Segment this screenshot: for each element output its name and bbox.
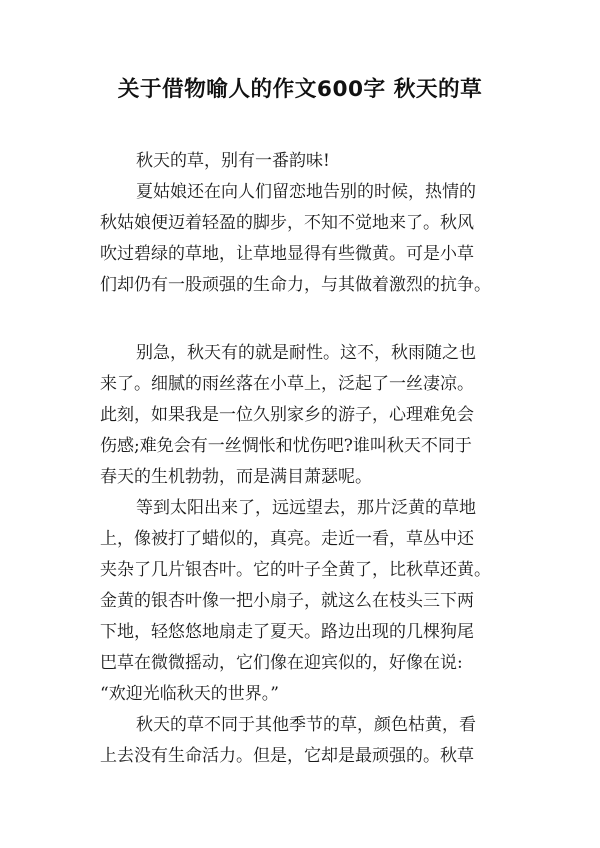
paragraph-line: “欢迎光临秋天的世界。”	[100, 684, 279, 704]
paragraph-line: 秋姑娘便迈着轻盈的脚步，不知不觉地来了。秋风	[100, 213, 474, 233]
paragraph-line: 夏姑娘还在向人们留恋地告别的时候，热情的	[136, 182, 476, 202]
paragraph-line: 来了。细腻的雨丝落在小草上，泛起了一丝凄凉。	[100, 374, 474, 394]
paragraph-line: 别急，秋天有的就是耐性。这不，秋雨随之也	[136, 343, 476, 363]
document-title: 关于借物喻人的作文600字 秋天的草	[117, 77, 483, 102]
paragraph-line: 金黄的银杏叶像一把小扇子，就这么在枝头三下两	[100, 591, 474, 611]
paragraph-line: 上去没有生命活力。但是，它却是最顽强的。秋草	[100, 746, 474, 766]
paragraph-line: 此刻，如果我是一位久别家乡的游子，心理难免会	[100, 405, 474, 425]
paragraph-line: 下地，轻悠悠地扇走了夏天。路边出现的几棵狗尾	[100, 622, 474, 642]
paragraph-line: 夹杂了几片银杏叶。它的叶子全黄了，比秋草还黄。	[100, 560, 491, 580]
paragraph-line: 等到太阳出来了，远远望去，那片泛黄的草地	[136, 498, 476, 518]
paragraph-line: 春天的生机勃勃，而是满目萧瑟呢。	[100, 467, 372, 487]
paragraph-line: 巴草在微微摇动，它们像在迎宾似的，好像在说:	[100, 653, 463, 673]
paragraph-line: 秋天的草不同于其他季节的草，颜色枯黄，看	[136, 715, 476, 735]
paragraph-line: 秋天的草，别有一番韵味!	[136, 151, 330, 171]
paragraph-line: 们却仍有一股顽强的生命力，与其做着激烈的抗争。	[100, 275, 491, 295]
paragraph-line: 上，像被打了蜡似的，真亮。走近一看，草丛中还	[100, 529, 474, 549]
paragraph-line: 伤感;难免会有一丝惆怅和忧伤吧?谁叫秋天不同于	[100, 436, 472, 456]
paragraph-line: 吹过碧绿的草地，让草地显得有些微黄。可是小草	[100, 244, 474, 264]
